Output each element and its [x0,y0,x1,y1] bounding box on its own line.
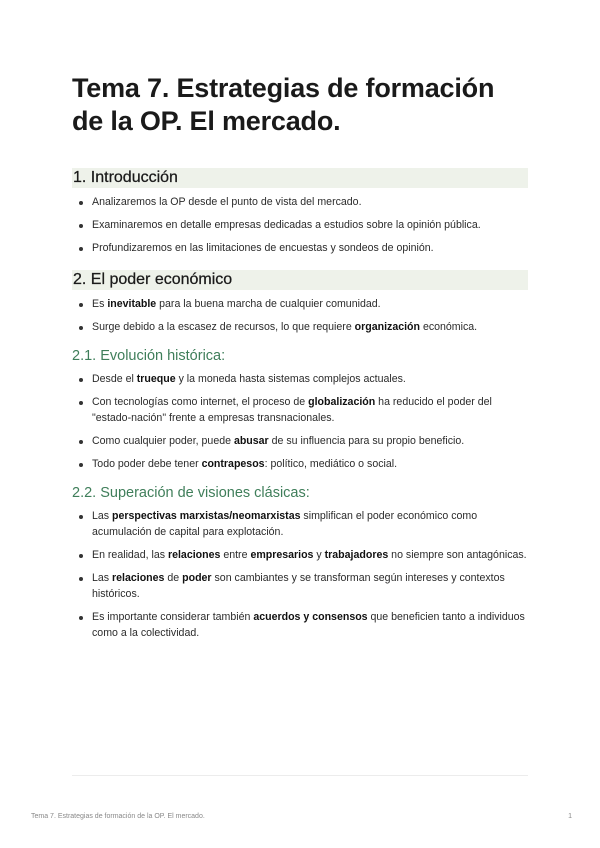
list-item: Las relaciones de poder son cambiantes y se transforman según intereses y contextos históricos. [92,570,528,602]
subsection-heading-superacion: 2.2. Superación de visiones clásicas: [72,485,310,501]
introduccion-list [72,194,528,256]
list-item: Examinaremos en detalle empresas dedicadas a estudios sobre la opinión pública. [92,217,528,233]
page-number: 1 [568,813,572,820]
list-item: En realidad, las relaciones entre empresarios y trabajadores no siempre son antagónicas. [92,549,527,561]
list-item: Es importante considerar también acuerdos y consensos que beneficien tanto a individuos como a la colectividad. [92,609,528,641]
footer-title: Tema 7. Estrategias de formación de la OP. El mercado. [31,813,205,820]
subsection-heading-evolucion: 2.1. Evolución histórica: [72,348,226,364]
page-title: Tema 7. Estrategias de formación de la OP. El mercado. [72,73,495,136]
list-item: Analizaremos la OP desde el punto de vista del mercado. [92,194,528,210]
document-page [72,72,528,648]
list-item: Las perspectivas marxistas/neomarxistas simplifican el poder económico como acumulación de capital para explotación. [92,508,528,540]
superacion-list [72,508,528,641]
evolucion-list [72,371,528,472]
footer-divider [72,775,528,776]
list-item: Todo poder debe tener contrapesos: político, mediático o social. [92,456,528,472]
poder-economico-list [72,296,528,335]
section-heading-introduccion: 1. Introducción [72,168,528,188]
list-item: Es inevitable para la buena marcha de cualquier comunidad. [92,296,528,312]
list-item: Profundizaremos en las limitaciones de encuestas y sondeos de opinión. [92,240,528,256]
list-item: Con tecnologías como internet, el proceso de globalización ha reducido el poder del "estado-nación" frente a empresas transnacionales. [92,394,528,426]
section-heading-poder-economico: 2. El poder económico [72,270,528,290]
list-item: Como cualquier poder, puede abusar de su influencia para su propio beneficio. [92,433,528,449]
list-item: Surge debido a la escasez de recursos, lo que requiere organización económica. [92,319,528,335]
list-item: Desde el trueque y la moneda hasta sistemas complejos actuales. [92,371,528,387]
